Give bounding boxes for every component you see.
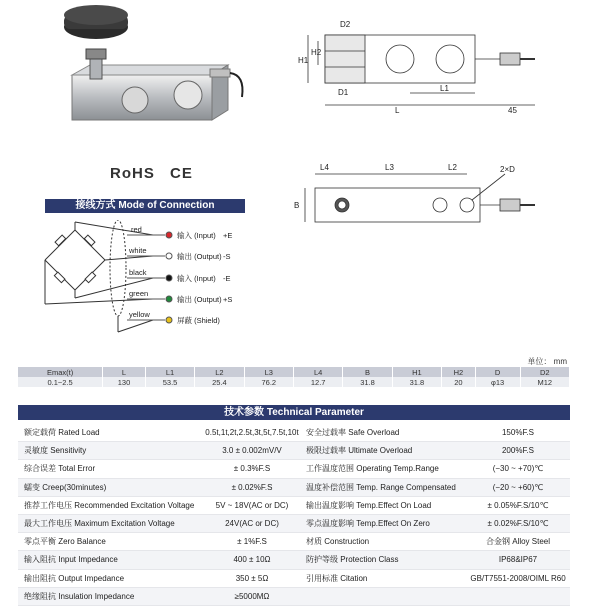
param-row bbox=[18, 515, 570, 533]
dim-label: L4 bbox=[320, 163, 329, 172]
param-name: 输入阻抗 Input Impedance bbox=[24, 555, 118, 565]
wire-sign: +S bbox=[223, 295, 233, 304]
dim-label: L bbox=[395, 106, 400, 115]
wire-function-label: 输出 (Output) bbox=[177, 252, 222, 261]
table-cell: 53.5 bbox=[145, 377, 194, 387]
table-cell: 12.7 bbox=[294, 377, 343, 387]
param-row bbox=[18, 570, 570, 588]
param-value: ± 0.02%F.S/10℃ bbox=[487, 518, 549, 528]
dim-label: H1 bbox=[298, 56, 309, 65]
param-name: 推荐工作电压 Recommended Excitation Voltage bbox=[24, 500, 195, 510]
param-name: 灵敏度 Sensitivity bbox=[24, 446, 87, 456]
dim-label: L3 bbox=[385, 163, 394, 172]
param-name: 材质 Construction bbox=[306, 537, 370, 547]
wire-function-label: 输入 (Input) bbox=[177, 231, 216, 240]
table-header-cell: L3 bbox=[244, 367, 293, 377]
connection-title: 接线方式 Mode of Connection bbox=[45, 199, 245, 213]
ce-mark: CE bbox=[170, 165, 193, 182]
param-value: ± 1%F.S bbox=[237, 537, 267, 547]
param-value: 150%F.S bbox=[501, 428, 535, 437]
param-value: 400 ± 10Ω bbox=[233, 555, 271, 565]
param-name: 零点平衡 Zero Balance bbox=[24, 537, 106, 547]
dim-label: B bbox=[294, 201, 300, 210]
param-name: 蠕变 Creep(30minutes) bbox=[24, 482, 107, 492]
param-value: 合金钢 Alloy Steel bbox=[485, 537, 551, 547]
param-name: 输出阻抗 Output Impedance bbox=[24, 573, 125, 583]
table-header-cell: D bbox=[475, 367, 520, 377]
param-value: ± 0.05%F.S/10℃ bbox=[487, 500, 549, 510]
table-cell: 31.8 bbox=[343, 377, 392, 387]
wire-dot bbox=[166, 317, 172, 323]
table-header-cell: L1 bbox=[145, 367, 194, 377]
table-cell: 0.1~2.5 bbox=[18, 377, 103, 387]
wire-sign: +E bbox=[223, 231, 233, 240]
load-cell-photo bbox=[60, 5, 250, 125]
tech-params-table bbox=[18, 424, 570, 606]
wire-dot bbox=[166, 275, 172, 281]
param-name: 最大工作电压 Maximum Excitation Voltage bbox=[24, 518, 175, 528]
rohs-mark: RoHS bbox=[110, 165, 155, 182]
table-cell: 25.4 bbox=[195, 377, 244, 387]
param-name: 工作温度范围 Operating Temp.Range bbox=[306, 464, 439, 474]
param-row bbox=[18, 497, 570, 515]
table-cell: 31.8 bbox=[392, 377, 441, 387]
table-header-cell: D2 bbox=[520, 367, 569, 377]
wire-function-label: 输出 (Output) bbox=[177, 295, 222, 304]
param-name: 引用标准 Citation bbox=[306, 573, 368, 583]
wire-sign: -S bbox=[223, 252, 231, 261]
param-name: 综合误差 Total Error bbox=[24, 464, 96, 474]
param-row bbox=[18, 424, 570, 442]
wire-color-label: red bbox=[131, 225, 142, 234]
table-cell: M12 bbox=[520, 377, 569, 387]
param-name: 输出温度影响 Temp.Effect On Load bbox=[306, 500, 432, 510]
wire-function-label: 输入 (Input) bbox=[177, 274, 216, 283]
param-row bbox=[18, 460, 570, 478]
param-value: ≥5000MΩ bbox=[234, 591, 270, 601]
top-view-drawing bbox=[290, 160, 560, 240]
table-header-cell: L2 bbox=[195, 367, 244, 377]
wire-dot bbox=[166, 253, 172, 259]
wiring-diagram bbox=[35, 220, 305, 340]
units-label: 单位： mm bbox=[527, 357, 567, 366]
tech-params-title: 技术参数 Technical Parameter bbox=[18, 405, 570, 420]
param-row bbox=[18, 479, 570, 497]
table-header-cell: H2 bbox=[442, 367, 476, 377]
table-cell: φ13 bbox=[475, 377, 520, 387]
table-header-cell: Emax(t) bbox=[18, 367, 103, 377]
param-value: IP68&IP67 bbox=[498, 555, 538, 565]
table-header-cell: B bbox=[343, 367, 392, 377]
param-value: (−20 ~ +60)℃ bbox=[492, 482, 544, 492]
dim-label: L2 bbox=[448, 163, 457, 172]
param-value: 350 ± 5Ω bbox=[235, 573, 269, 583]
param-value: 3.0 ± 0.002mV/V bbox=[222, 446, 282, 456]
table-header-row bbox=[18, 367, 570, 377]
param-value: 0.5t,1t,2t,2.5t,3t,5t,7.5t,10t bbox=[205, 428, 299, 437]
side-view-drawing bbox=[290, 15, 560, 115]
param-value: ± 0.3%F.S bbox=[233, 464, 271, 474]
param-value: ± 0.02%F.S bbox=[231, 482, 273, 492]
param-name: 绝缘阻抗 Insulation Impedance bbox=[24, 591, 135, 601]
dim-label: D2 bbox=[340, 20, 351, 29]
wire-color-label: black bbox=[129, 268, 147, 277]
table-cell: 20 bbox=[442, 377, 476, 387]
param-name: 温度补偿范围 Temp. Range Compensated bbox=[306, 482, 456, 492]
param-value: (−30 ~ +70)℃ bbox=[492, 464, 544, 474]
table-header-cell: L4 bbox=[294, 367, 343, 377]
param-name: 额定载荷 Rated Load bbox=[24, 428, 100, 437]
dim-label: H2 bbox=[311, 48, 322, 57]
param-value: 200%F.S bbox=[501, 446, 535, 456]
certification-marks bbox=[110, 165, 193, 182]
wire-color-label: yellow bbox=[129, 310, 150, 319]
param-name: 安全过载率 Safe Overload bbox=[306, 428, 400, 437]
table-header-cell: L bbox=[103, 367, 146, 377]
dimension-table bbox=[18, 367, 570, 387]
dim-label: L1 bbox=[440, 84, 449, 93]
param-value: GB/T7551-2008/OIML R60 bbox=[470, 573, 566, 583]
param-name: 防护等级 Protection Class bbox=[306, 555, 399, 565]
param-name: 极限过载率 Ultimate Overload bbox=[306, 446, 413, 456]
wire-sign: -E bbox=[223, 274, 231, 283]
param-name: 零点温度影响 Temp.Effect On Zero bbox=[306, 518, 430, 528]
wire-function-label: 屏蔽 (Shield) bbox=[177, 316, 220, 325]
param-value: 5V ~ 18V(AC or DC) bbox=[215, 500, 289, 510]
dim-label: D1 bbox=[338, 88, 349, 97]
param-row bbox=[18, 533, 570, 551]
param-row bbox=[18, 442, 570, 460]
table-row bbox=[18, 377, 570, 387]
wire-dot bbox=[166, 232, 172, 238]
dim-label: 2×D bbox=[500, 165, 515, 174]
dim-label: 45 bbox=[508, 106, 517, 115]
param-value: 24V(AC or DC) bbox=[225, 518, 279, 528]
wire-color-label: green bbox=[129, 289, 149, 298]
table-header-cell: H1 bbox=[392, 367, 441, 377]
table-cell: 76.2 bbox=[244, 377, 293, 387]
wire-color-label: white bbox=[129, 246, 147, 255]
param-row bbox=[18, 588, 570, 606]
param-row bbox=[18, 551, 570, 569]
wire-dot bbox=[166, 296, 172, 302]
table-cell: 130 bbox=[103, 377, 146, 387]
